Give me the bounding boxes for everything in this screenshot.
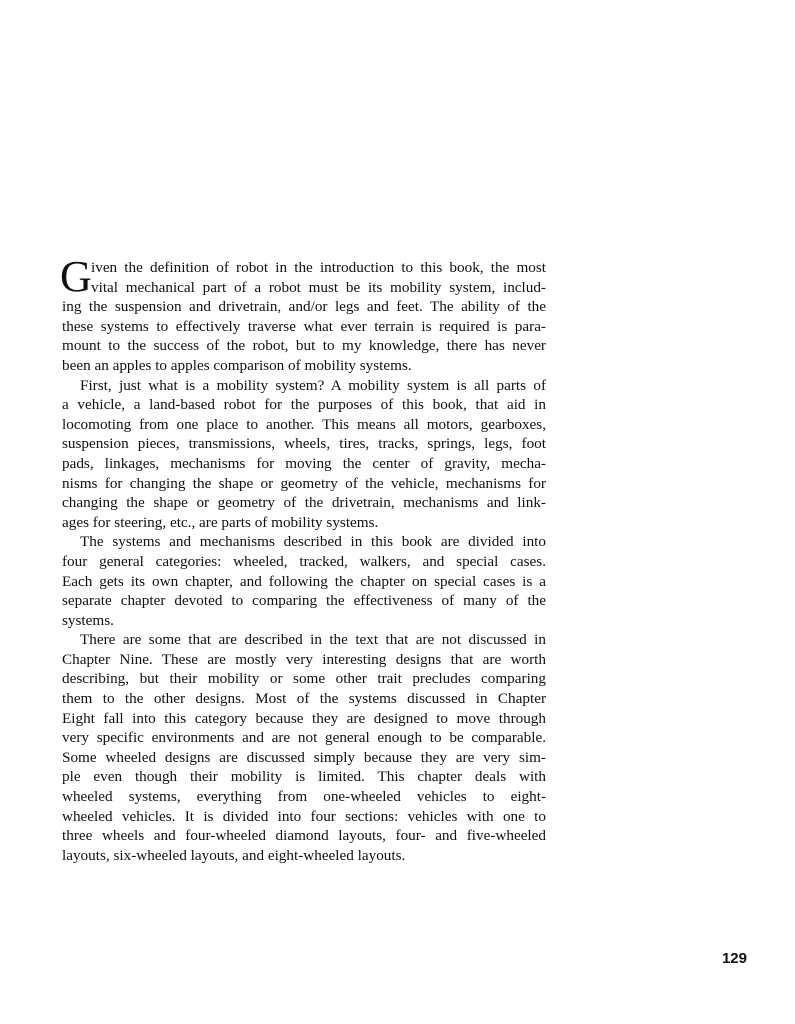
text-line: Eight fall into this category because they are designed to move through [62, 709, 546, 727]
text-line: There are some that are described in the text that are not discussed in [80, 631, 546, 649]
text-line: locomoting from one place to another. This means all motors, gearboxes, [62, 415, 546, 433]
text-line: ing the suspension and drivetrain, and/or legs and feet. The ability of the [62, 298, 546, 316]
text-line: them to the other designs. Most of the systems discussed in Chapter [62, 690, 546, 708]
text-line: very specific environments and are not general enough to be comparable. [62, 729, 546, 747]
text-line: suspension pieces, transmissions, wheels, tires, tracks, springs, legs, foot [62, 435, 546, 453]
page-number: 129 [721, 950, 747, 967]
text-line: The systems and mechanisms described in this book are divided into [80, 533, 546, 551]
text-line: ple even though their mobility is limited. This chapter deals with [62, 768, 546, 786]
paragraph-2 [62, 376, 546, 533]
text-line: three wheels and four-wheeled diamond layouts, four- and five-wheeled [62, 827, 546, 845]
text-line: wheeled vehicles. It is divided into four sections: vehicles with one to [62, 807, 546, 825]
text-line: vital mechanical part of a robot must be its mobility system, includ- [91, 278, 546, 296]
text-line: Each gets its own chapter, and following the chapter on special cases is a [62, 572, 546, 590]
text-line: First, just what is a mobility system? A mobility system is all parts of [80, 376, 546, 394]
text-line: four general categories: wheeled, tracked, walkers, and special cases. [62, 552, 546, 570]
drop-cap: G [60, 252, 92, 301]
body-text [60, 252, 546, 865]
text-line: ages for steering, etc., are parts of mobility systems. [62, 513, 379, 531]
paragraph-4 [62, 630, 546, 865]
text-line: Some wheeled designs are discussed simply because they are very sim- [62, 748, 546, 766]
paragraph-1 [60, 252, 546, 376]
text-line: mount to the success of the robot, but to my knowledge, there has never [62, 337, 546, 355]
text-line: describing, but their mobility or some other trait precludes comparing [62, 670, 546, 688]
text-line: nisms for changing the shape or geometry of the vehicle, mechanisms for [62, 474, 546, 492]
text-line: a vehicle, a land-based robot for the purposes of this book, that aid in [62, 396, 546, 414]
text-line: wheeled systems, everything from one-wheeled vehicles to eight- [62, 788, 546, 806]
text-line: pads, linkages, mechanisms for moving the center of gravity, mecha- [62, 454, 546, 472]
text-line: changing the shape or geometry of the drivetrain, mechanisms and link- [62, 494, 546, 512]
text-line: separate chapter devoted to comparing the effectiveness of many of the [62, 592, 546, 610]
text-line: these systems to effectively traverse what ever terrain is required is para- [62, 317, 546, 335]
text-line: layouts, six-wheeled layouts, and eight-wheeled layouts. [62, 846, 406, 864]
text-line: been an apples to apples comparison of mobility systems. [62, 356, 412, 374]
text-line: iven the definition of robot in the introduction to this book, the most [91, 259, 546, 276]
paragraph-3 [62, 532, 546, 630]
text-line: systems. [62, 611, 114, 629]
text-line: Chapter Nine. These are mostly very interesting designs that are worth [62, 650, 546, 668]
